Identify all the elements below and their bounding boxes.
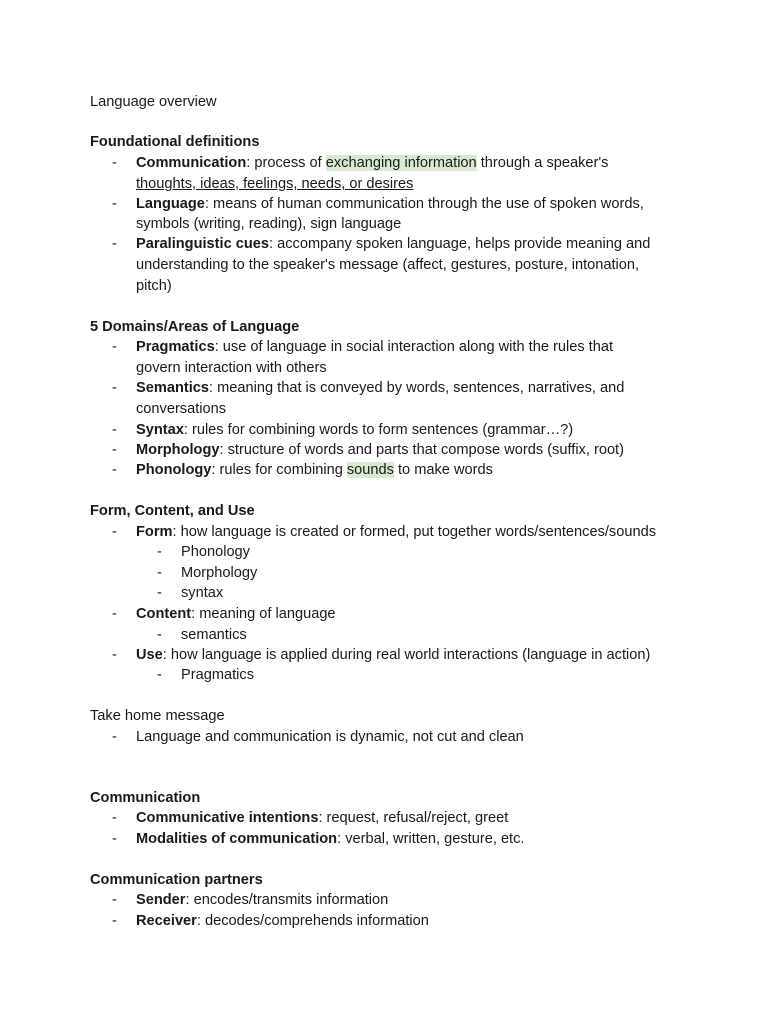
document-title: Language overview [90,94,217,110]
list-item-modalities: Modalities of communication: verbal, written, gesture, etc. [136,831,525,847]
list-item-continuation: symbols (writing, reading), sign language [136,216,402,232]
section-heading-foundational: Foundational definitions [90,134,260,150]
sub-list-item: Phonology [181,544,250,560]
list-item-continuation: pitch) [136,278,172,294]
section-heading-takehome: Take home message [90,708,225,724]
list-item-intentions: Communicative intentions: request, refusal/reject, greet [136,810,509,826]
highlight: exchanging information [325,155,477,171]
list-item-continuation [136,174,413,194]
list-item-form: Form: how language is created or formed, put together words/sentences/sounds [136,524,656,540]
bullet: - [112,831,117,847]
bullet: - [157,667,162,683]
list-item-phonology: Phonology: rules for combining sounds to make words [136,462,493,478]
sub-list-item: syntax [181,585,224,601]
list-item-language: Language: means of human communication through the use of spoken words, [136,196,644,212]
bullet: - [112,810,117,826]
sub-list-item: Morphology [181,565,258,581]
sub-list-item: semantics [181,627,247,643]
list-item-syntax: Syntax: rules for combining words to form sentences (grammar…?) [136,422,574,438]
list-item-receiver: Receiver: decodes/comprehends information [136,913,429,929]
bullet: - [112,380,117,396]
section-heading-domains: 5 Domains/Areas of Language [90,319,300,335]
list-item-semantics: Semantics: meaning that is conveyed by words, sentences, narratives, and [136,380,625,396]
sub-list-item: Pragmatics [181,667,254,683]
bullet: - [157,585,162,601]
highlight: sounds [346,462,394,478]
bullet: - [112,422,117,438]
list-item-continuation: govern interaction with others [136,360,327,376]
list-item-paralinguistic: Paralinguistic cues: accompany spoken language, helps provide meaning and [136,236,651,252]
bullet: - [112,913,117,929]
list-item-pragmatics: Pragmatics: use of language in social interaction along with the rules that [136,339,614,355]
underlined-text: thoughts, ideas, feelings, needs, or desires [136,176,414,192]
section-heading-communication: Communication [90,790,201,806]
list-item-content: Content: meaning of language [136,606,336,622]
list-item-use: Use: how language is applied during real world interactions (language in action) [136,647,651,663]
bullet: - [112,442,117,458]
bullet: - [112,892,117,908]
bullet: - [157,565,162,581]
bullet: - [112,729,117,745]
bullet: - [112,155,117,171]
list-item-takehome: Language and communication is dynamic, not cut and clean [136,729,524,745]
list-item-continuation: conversations [136,401,227,417]
list-item-continuation: understanding to the speaker's message (affect, gestures, posture, intonation, [136,257,640,273]
bullet: - [157,544,162,560]
bullet: - [112,462,117,478]
bullet: - [112,236,117,252]
section-heading-fcu: Form, Content, and Use [90,503,255,519]
bullet: - [112,606,117,622]
bullet: - [157,627,162,643]
bullet: - [112,647,117,663]
list-item-communication: Communication: process of exchanging information through a speaker's [136,155,609,171]
list-item-morphology: Morphology: structure of words and parts that compose words (suffix, root) [136,442,624,458]
bullet: - [112,339,117,355]
bullet: - [112,524,117,540]
bullet: - [112,196,117,212]
section-heading-partners: Communication partners [90,872,263,888]
list-item-sender: Sender: encodes/transmits information [136,892,389,908]
